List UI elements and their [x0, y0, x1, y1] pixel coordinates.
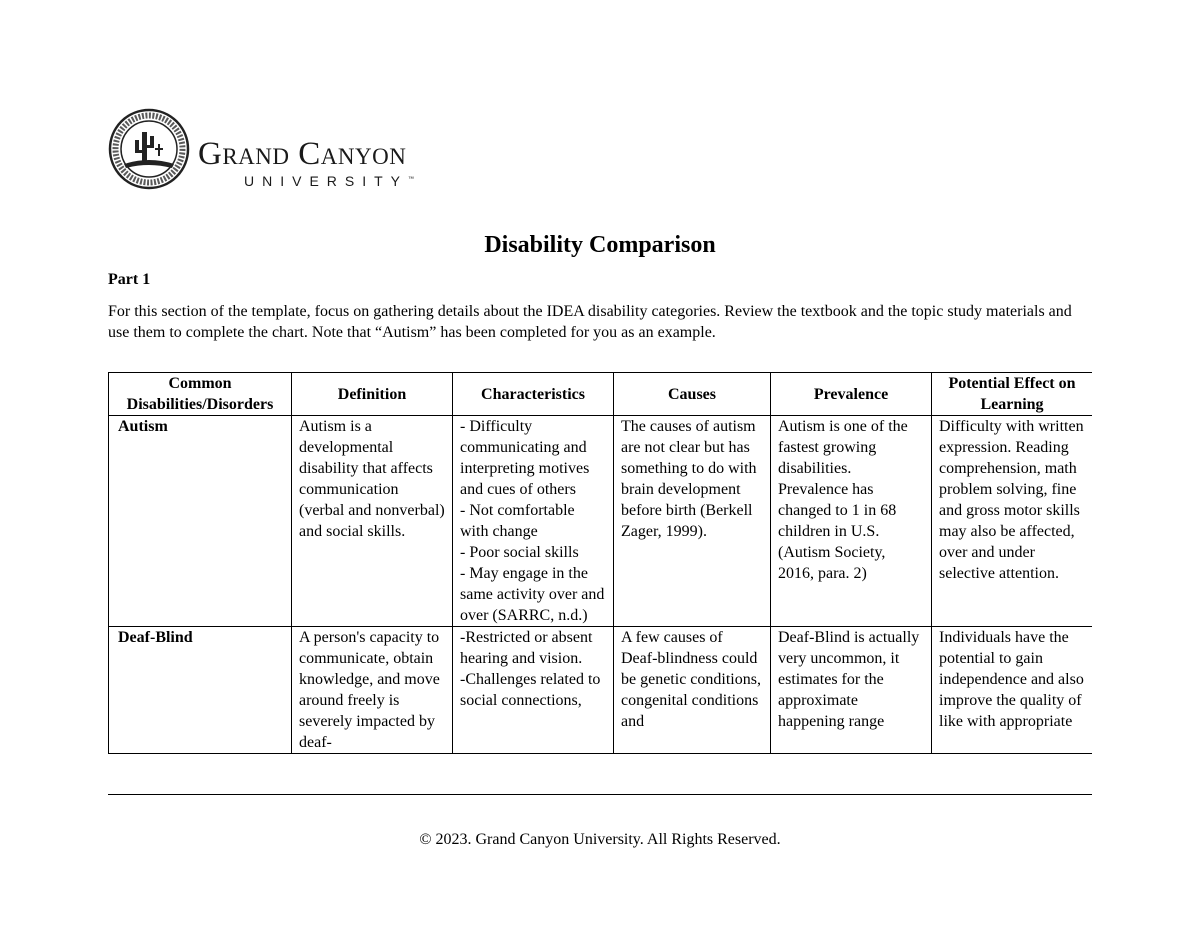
definition-cell: Autism is a developmental disability that affects communication (verbal and nonverbal) and social skills. [292, 416, 453, 627]
intro-paragraph: For this section of the template, focus on gathering details about the IDEA disability categories. Review the textbook and the topic study materials and use them to complete the chart. Note that “Autism” has been completed for you as an example. [108, 303, 1072, 341]
characteristic-item: - May engage in the same activity over and over (SARRC, n.d.) [460, 565, 605, 624]
trademark-mark: ™ [408, 176, 415, 183]
header-potential-effect: Potential Effect on Learning [932, 373, 1093, 416]
characteristics-cell [453, 416, 614, 627]
brand-name: Grand Canyon [198, 136, 407, 172]
characteristics-cell [453, 627, 614, 754]
characteristic-item: - Not comfortable with change [460, 502, 575, 540]
prevalence-cell: Autism is one of the fastest growing disabilities. Prevalence has changed to 1 in 68 children in U.S. (Autism Society, 2016, para. 2) [771, 416, 932, 627]
characteristic-item: - Poor social skills [460, 544, 579, 561]
header-definition: Definition [292, 373, 453, 416]
table-header-row [109, 373, 1093, 416]
copyright-footer: © 2023. Grand Canyon University. All Rights Reserved. [419, 831, 781, 848]
comparison-table-container [108, 372, 1092, 795]
header-prevalence: Prevalence [771, 373, 932, 416]
characteristic-item: - Difficulty communicating and interpreting motives and cues of others [460, 418, 590, 498]
document-title: Disability Comparison [484, 232, 716, 258]
row-label: Deaf-Blind [109, 627, 292, 754]
header-causes: Causes [614, 373, 771, 416]
effect-cell: Difficulty with written expression. Reading comprehension, math problem solving, fine and gross motor skills may also be affected, over and under selective attention. [932, 416, 1093, 627]
row-label: Autism [109, 416, 292, 627]
brand-subtitle-text: UNIVERSITY [244, 173, 409, 189]
causes-cell: A few causes of Deaf-blindness could be genetic conditions, congenital conditions and [614, 627, 771, 754]
comparison-table [108, 372, 1092, 754]
brand-subtitle [244, 173, 414, 189]
effect-cell: Individuals have the potential to gain independence and also improve the quality of like with appropriate [932, 627, 1093, 754]
characteristic-item: -Restricted or absent hearing and vision. [460, 629, 593, 667]
table-row [109, 627, 1093, 754]
table-row [109, 416, 1093, 627]
characteristic-item: -Challenges related to social connections, [460, 671, 601, 709]
causes-cell: The causes of autism are not clear but has something to do with brain development before birth (Berkell Zager, 1999). [614, 416, 771, 627]
part-label: Part 1 [108, 271, 151, 288]
gcu-logo [108, 108, 478, 194]
definition-cell: A person's capacity to communicate, obtain knowledge, and move around freely is severely impacted by deaf- [292, 627, 453, 754]
header-common-disabilities: Common Disabilities/Disorders [109, 373, 292, 416]
university-seal-icon [108, 108, 190, 190]
prevalence-cell: Deaf-Blind is actually very uncommon, it estimates for the approximate happening range [771, 627, 932, 754]
header-characteristics: Characteristics [453, 373, 614, 416]
